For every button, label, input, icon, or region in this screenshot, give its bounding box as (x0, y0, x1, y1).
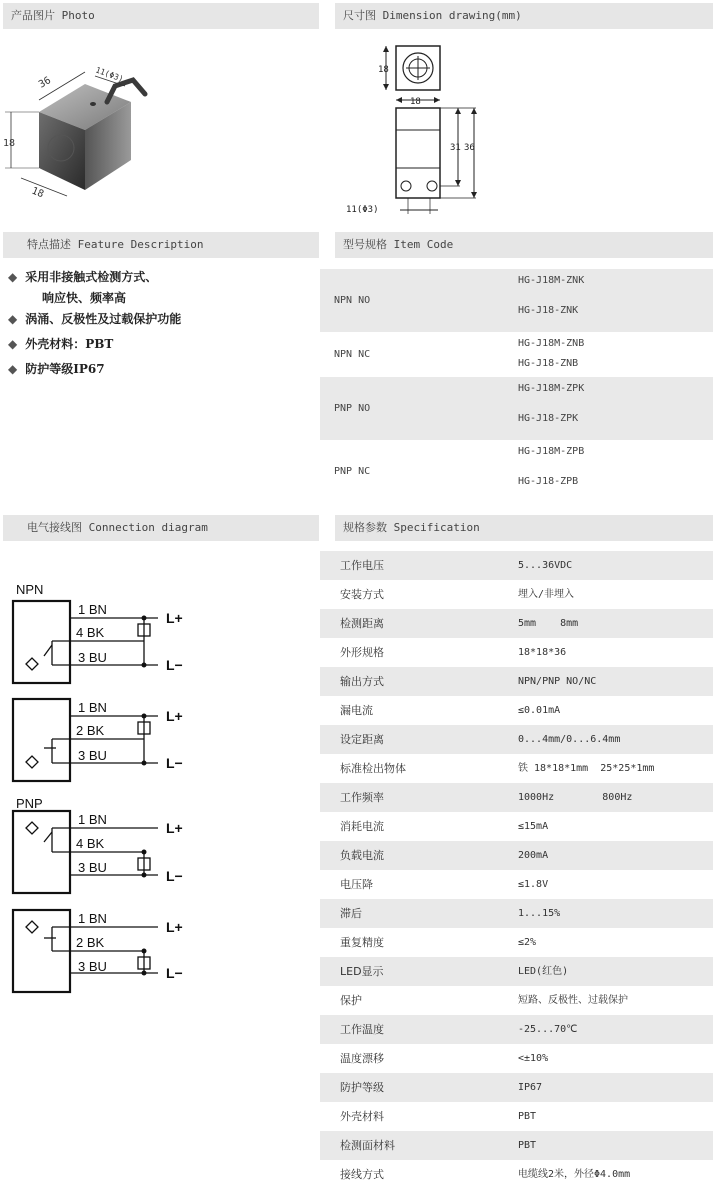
wiring-diagrams (8, 578, 198, 998)
supply-minus: L− (166, 657, 183, 673)
dim-height: 18 (378, 65, 389, 75)
dim-len-inner: 31 (450, 143, 461, 153)
supply-plus: L+ (166, 708, 183, 724)
wire-label: 3 BU (78, 748, 107, 763)
feature-item: ◆ 涡涌、反极性及过载保护功能 (8, 312, 182, 326)
feature-item-cont: 响应快、频率高 (42, 291, 127, 305)
spec-row: 接线方式 电缆线2米，外径Φ4.0mm (340, 1168, 631, 1181)
spec-row: 输出方式 NPN/PNP NO/NC (320, 667, 713, 696)
item-code-row: PNP NC HG-J18M-ZPB HG-J18-ZPB (334, 446, 585, 487)
spec-row: 安装方式 埋入/非埋入 (340, 588, 575, 601)
photo-dim-side: 18 (3, 138, 16, 149)
spec-row: 检测距离 5mm 8mm (320, 609, 713, 638)
supply-plus: L+ (166, 610, 183, 626)
pnp-title: PNP (16, 796, 43, 811)
spec-row: 保护 短路、反极性、过载保护 (340, 994, 628, 1007)
spec-row: 重复精度 ≤2% (340, 936, 537, 949)
spec-row: 负载电流 200mA (320, 841, 713, 870)
item-code-row: NPN NO HG-J18M-ZNK HG-J18-ZNK (320, 269, 713, 332)
wire-label: 2 BK (76, 935, 105, 950)
supply-plus: L+ (166, 919, 183, 935)
supply-minus: L− (166, 965, 183, 981)
diamond-bullet-icon: ◆ (8, 270, 18, 284)
feature-header: 特点描述 Feature Description (3, 232, 319, 258)
spec-row: 电压降 ≤1.8V (340, 878, 549, 891)
spec-row: 漏电流 ≤0.01mA (340, 704, 561, 717)
feature-item: ◆ 采用非接触式检测方式、 (8, 270, 158, 284)
spec-row: 滞后 1...15% (320, 899, 713, 928)
item-code-header: 型号规格 Item Code (335, 232, 713, 258)
wire-label: 1 BN (78, 911, 107, 926)
dim-width: 18 (410, 97, 421, 107)
spec-row: 外壳材料 PBT (340, 1110, 537, 1123)
spec-row: LED显示 LED(红色) (320, 957, 713, 986)
product-photo (3, 50, 173, 200)
wire-label: 3 BU (78, 860, 107, 875)
spec-row: 工作温度 -25...70℃ (320, 1015, 713, 1044)
photo-header: 产品图片 Photo (3, 3, 319, 29)
wire-label: 2 BK (76, 723, 105, 738)
spec-header: 规格参数 Specification (335, 515, 713, 541)
wire-label: 3 BU (78, 959, 107, 974)
spec-row: 检测面材料 PBT (320, 1131, 713, 1160)
spec-row: 工作电压 5...36VDC (320, 551, 713, 580)
spec-row: 温度漂移 <±10% (340, 1052, 549, 1065)
feature-item: ◆ 外壳材料：PBT (8, 337, 114, 351)
dim-cable: 11(Φ3) (346, 205, 379, 215)
supply-minus: L− (166, 755, 183, 771)
photo-dim-bottom: 18 (29, 185, 46, 200)
spec-row: 工作频率 1000Hz 800Hz (320, 783, 713, 812)
wire-label: 1 BN (78, 602, 107, 617)
spec-row: 防护等级 IP67 (320, 1073, 713, 1102)
spec-row: 设定距离 0...4mm/0...6.4mm (320, 725, 713, 754)
spec-row: 消耗电流 ≤15mA (340, 820, 549, 833)
spec-row: 标准检出物体 铁 18*18*1mm 25*25*1mm (340, 762, 655, 775)
diamond-bullet-icon: ◆ (8, 337, 18, 351)
dim-len-outer: 36 (464, 143, 475, 153)
wire-label: 1 BN (78, 700, 107, 715)
photo-dim-cable: 11(Φ3) (94, 65, 125, 84)
spec-row: 外形规格 18*18*36 (340, 646, 567, 659)
item-code-row: PNP NO HG-J18M-ZPK HG-J18-ZPK (320, 377, 713, 440)
supply-plus: L+ (166, 820, 183, 836)
feature-item: ◆ 防护等级IP67 (8, 362, 105, 376)
diamond-bullet-icon: ◆ (8, 362, 18, 376)
diamond-bullet-icon: ◆ (8, 312, 18, 326)
item-code-row: NPN NC HG-J18M-ZNB HG-J18-ZNB (334, 338, 585, 369)
photo-dim-top: 36 (37, 75, 53, 91)
connection-header: 电气接线图 Connection diagram (3, 515, 319, 541)
dimension-drawing (340, 38, 490, 220)
wire-label: 4 BK (76, 625, 105, 640)
dimension-header: 尺寸图 Dimension drawing(mm) (335, 3, 713, 29)
supply-minus: L− (166, 868, 183, 884)
wire-label: 3 BU (78, 650, 107, 665)
npn-title: NPN (16, 582, 44, 597)
wire-label: 1 BN (78, 812, 107, 827)
wire-label: 4 BK (76, 836, 105, 851)
